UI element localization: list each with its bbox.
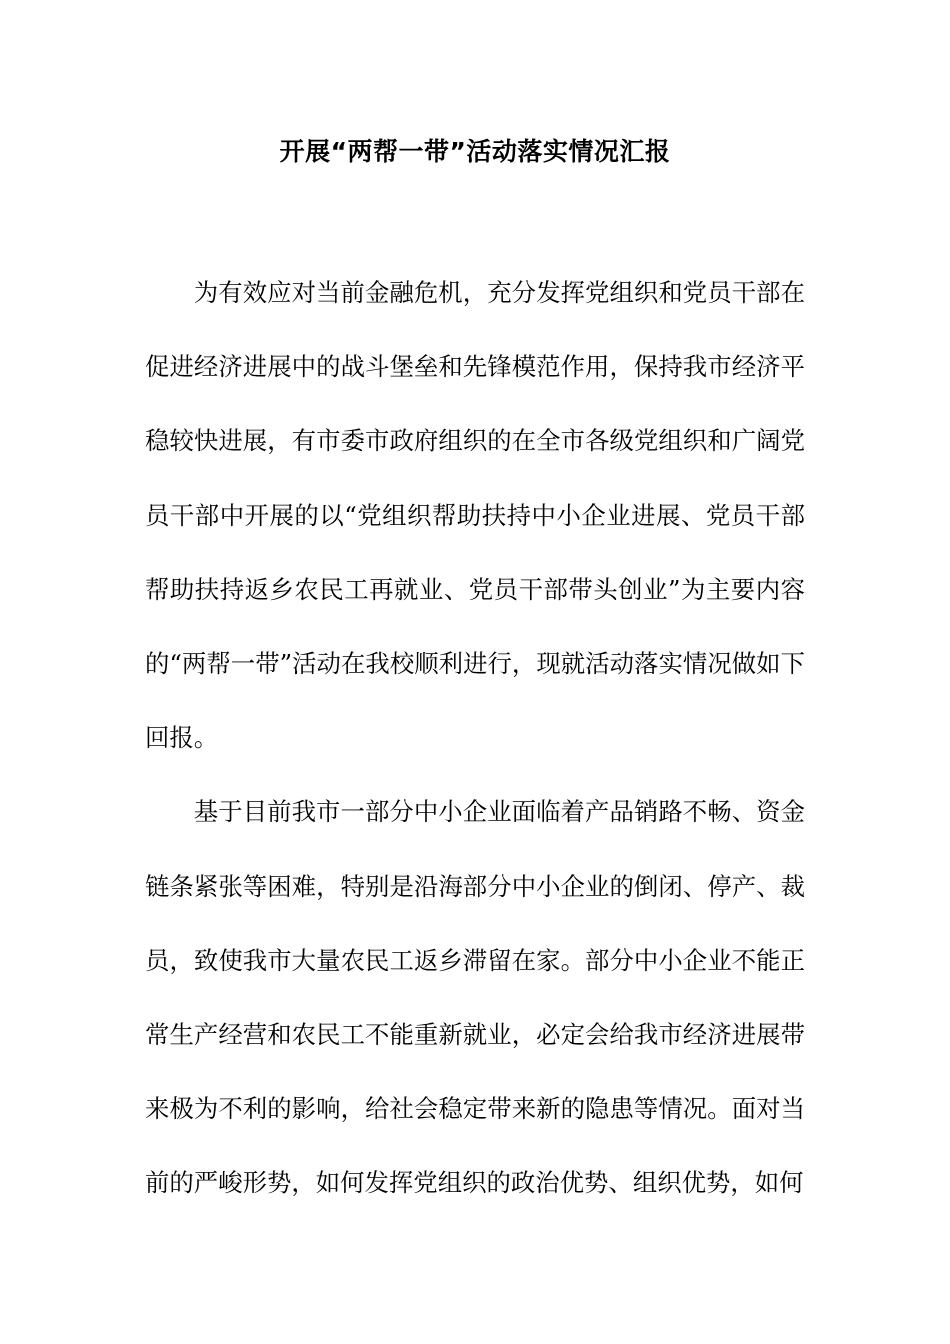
paragraph-1: 为有效应对当前金融危机，充分发挥党组织和党员干部在促进经济进展中的战斗堡垒和先锋模范作用，保持我市经济平稳较快进展，有市委市政府组织的在全市各级党组织和广阔党员干部中开展的以“党组织帮助扶持中小企业进展、党员干部帮助扶持返乡农民工再就业、党员干部带头创业”为主要内容的“两帮一带”活动在我校顺利进行，现就活动落实情况做如下回报。 (145, 278, 805, 753)
paragraph-2: 基于目前我市一部分中小企业面临着产品销路不畅、资金链条紧张等困难，特别是沿海部分中小企业的倒闭、停产、裁员，致使我市大量农民工返乡滞留在家。部分中小企业不能正常生产经营和农民工不能重新就业，必定会给我市经济进展带来极为不利的影响，给社会稳定带来新的隐患等情况。面对当前的严峻形势，如何发挥党组织的政治优势、组织优势，如何 (145, 797, 805, 1198)
document-body (145, 256, 805, 1221)
document-title: 开展“两帮一带”活动落实情况汇报 (279, 137, 671, 166)
